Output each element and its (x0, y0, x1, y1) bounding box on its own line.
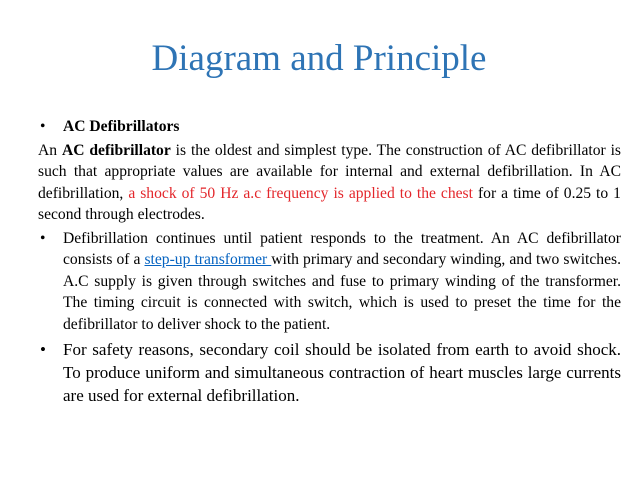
step-up-transformer-link[interactable]: step-up transformer (144, 251, 272, 268)
paragraph1-highlight: a shock of 50 Hz a.c frequency is applied to the chest (128, 184, 473, 202)
bullet-defibrillation-continues (38, 228, 621, 336)
paragraph1-post: for a time of 0.25 to 1 second through electrodes. (38, 184, 621, 223)
paragraph1-pre: An (38, 141, 62, 159)
bullet-icon: • (40, 118, 46, 135)
heading-text: AC Defibrillators (63, 118, 180, 135)
bullet-icon: • (40, 340, 46, 359)
bullet-icon: • (40, 229, 46, 247)
paragraph-ac-defibrillator (38, 140, 621, 226)
bullet-safety-reasons (38, 338, 621, 407)
slide-title: Diagram and Principle (151, 38, 487, 79)
bullet2-post: with primary and secondary winding, and two switches. A.C supply is given through switches and fuse to primary winding of the transformer. The timing circuit is connected with switch, which is used to preset the time for the defibrillator to deliver shock to the patient. (63, 251, 621, 333)
slide-content (38, 116, 621, 407)
bullet3-text: For safety reasons, secondary coil should be isolated from earth to avoid shock. To produce uniform and simultaneous contraction of heart muscles large currents are used for external defibrillation. (63, 340, 621, 405)
bullet-heading-ac-defibrillators (38, 116, 621, 138)
paragraph1-mid: is the oldest and simplest type. The construction of AC defibrillator is such that appropriate values are available for internal and external defibrillation. In AC defibrillation, (38, 141, 622, 202)
bullet2-pre: Defibrillation continues until patient responds to the treatment. An AC defibrillator consists of a (63, 229, 621, 268)
paragraph1-bold-term: AC defibrillator (61, 141, 171, 159)
